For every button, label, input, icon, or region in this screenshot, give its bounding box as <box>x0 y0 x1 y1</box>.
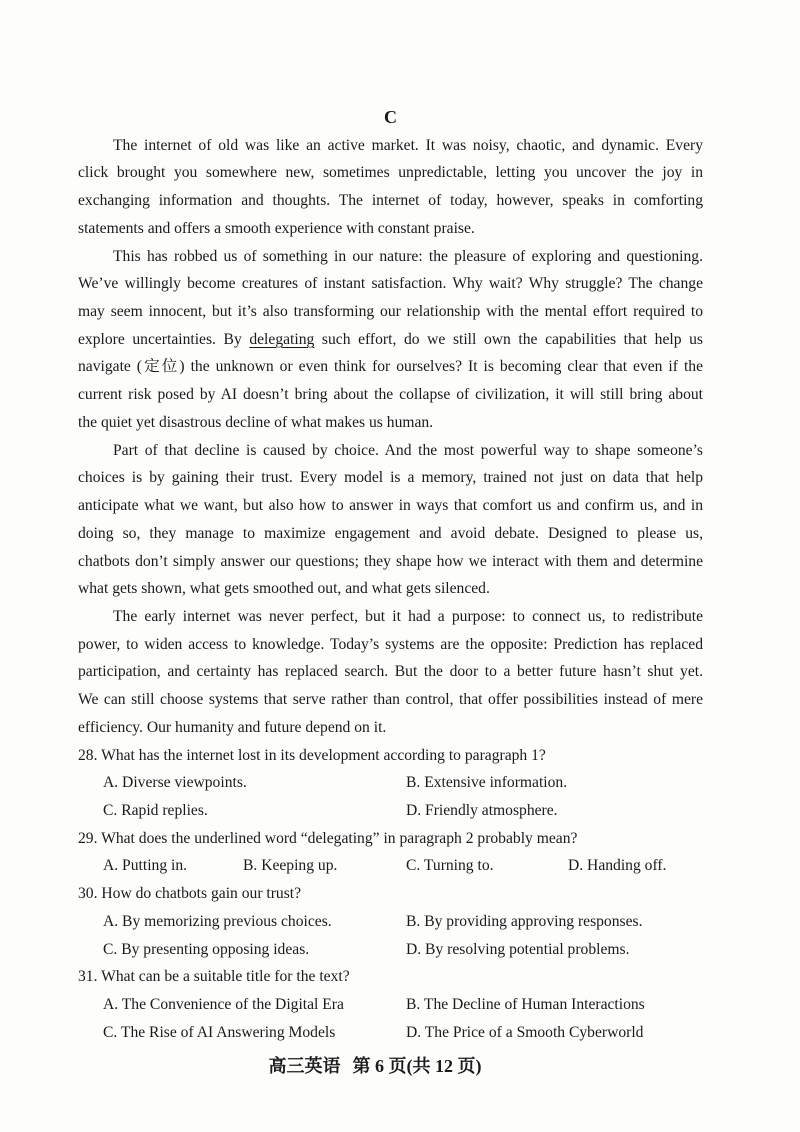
line-segment-before: explore uncertainties. By <box>78 330 250 348</box>
question-stem-line <box>78 742 703 770</box>
option-c: C. By presenting opposing ideas. <box>103 940 310 958</box>
passage-paragraph-4 <box>78 603 703 742</box>
option-a: A. By memorizing previous choices. <box>103 912 332 930</box>
passage-line: The internet of old was like an active market. It was noisy, chaotic, and dynamic. Every <box>113 136 703 154</box>
section-label: C <box>384 107 397 127</box>
question-30 <box>78 880 703 963</box>
line-segment-after: such effort, do we still own the capabilities that help us <box>314 330 703 348</box>
question-number: 30. <box>78 885 98 903</box>
passage-paragraph-3 <box>78 437 703 603</box>
option-row <box>78 797 703 825</box>
page-footer <box>248 1052 502 1080</box>
option-row <box>78 908 703 936</box>
option-d: D. By resolving potential problems. <box>406 940 630 958</box>
question-stem-line <box>78 880 703 908</box>
passage-line: choices is by gaining their trust. Every model is a memory, trained not just on data that help <box>78 469 703 487</box>
passage-line-with-underline <box>78 326 703 354</box>
passage-paragraph-2 <box>78 243 703 437</box>
option-d: D. Friendly atmosphere. <box>406 801 558 819</box>
passage-line: Part of that decline is caused by choice. And the most powerful way to shape someone’s <box>113 441 703 459</box>
question-stem: What does the underlined word “delegating” in paragraph 2 probably mean? <box>101 829 578 847</box>
passage-line: click brought you somewhere new, sometimes unpredictable, letting you uncover the joy in <box>78 164 703 182</box>
option-row <box>78 769 703 797</box>
option-c: C. Rapid replies. <box>103 801 208 819</box>
question-stem-line <box>78 963 703 991</box>
passage-paragraph-1 <box>78 132 703 243</box>
question-stem-line <box>78 825 703 853</box>
underlined-word-delegating: delegating <box>249 330 315 348</box>
question-stem: How do chatbots gain our trust? <box>101 885 302 903</box>
question-stem: What has the internet lost in its development according to paragraph 1? <box>101 746 546 764</box>
option-d: D. Handing off. <box>568 857 667 875</box>
option-b: B. Keeping up. <box>243 857 338 875</box>
question-number: 28. <box>78 746 98 764</box>
option-row <box>78 852 703 880</box>
footer-page-number: 第 6 页(共 12 页) <box>352 1056 482 1076</box>
passage-line: may seem innocent, but it’s also transforming our relationship with the mental effort required to <box>78 303 703 321</box>
passage-line: anticipate what we want, but also how to answer in ways that comfort us and confirm us, and in <box>78 497 703 515</box>
passage-line: The early internet was never perfect, but it had a purpose: to connect us, to redistribute <box>113 607 703 625</box>
passage-line: efficiency. Our humanity and future depend on it. <box>78 718 387 736</box>
option-row <box>78 991 703 1019</box>
option-row <box>78 936 703 964</box>
passage-line: doing so, they manage to maximize engagement and avoid debate. Designed to please us, <box>78 524 703 542</box>
passage-line: We’ve willingly become creatures of instant satisfaction. Why wait? Why struggle? The change <box>78 275 703 293</box>
passage-line: current risk posed by AI doesn’t bring about the collapse of civilization, it will still bring about <box>78 386 703 404</box>
option-a: A. Diverse viewpoints. <box>103 774 247 792</box>
passage-line: exchanging information and thoughts. The internet of today, however, speaks in comforting <box>78 192 703 210</box>
footer-subject: 高三英语 <box>268 1056 341 1076</box>
option-b: B. Extensive information. <box>406 774 568 792</box>
passage-line: what gets shown, what gets smoothed out, and what gets silenced. <box>78 580 490 598</box>
question-28 <box>78 742 703 825</box>
passage-line: the quiet yet disastrous decline of what makes us human. <box>78 413 434 431</box>
passage-line: navigate (定位) the unknown or even think for ourselves? It is becoming clear that even if the <box>78 358 703 376</box>
passage-line: statements and offers a smooth experience with constant praise. <box>78 219 475 237</box>
option-b: B. The Decline of Human Interactions <box>406 996 645 1013</box>
passage-line: This has robbed us of something in our nature: the pleasure of exploring and questioning. <box>113 247 703 265</box>
question-31 <box>78 963 703 1046</box>
option-c: C. Turning to. <box>406 857 494 875</box>
question-number: 29. <box>78 829 98 847</box>
question-number: 31. <box>78 968 98 986</box>
option-row <box>78 1019 703 1047</box>
question-stem: What can be a suitable title for the text? <box>101 968 350 986</box>
passage-line: chatbots don’t simply answer our questions; they shape how we interact with them and determine <box>78 552 703 570</box>
passage-line: We can still choose systems that serve rather than control, that offer possibilities instead of mere <box>78 691 703 709</box>
option-a: A. Putting in. <box>103 857 188 875</box>
option-b: B. By providing approving responses. <box>406 912 643 930</box>
question-29 <box>78 825 703 880</box>
option-d: D. The Price of a Smooth Cyberworld <box>406 1023 644 1041</box>
option-c: C. The Rise of AI Answering Models <box>103 1023 336 1041</box>
option-a: A. The Convenience of the Digital Era <box>103 996 344 1013</box>
passage-line: participation, and certainty has replaced search. But the door to a better future hasn’t shut yet. <box>78 663 703 681</box>
reading-section <box>78 104 703 1046</box>
passage-line: power, to widen access to knowledge. Today’s systems are the opposite: Prediction has replaced <box>78 635 703 653</box>
